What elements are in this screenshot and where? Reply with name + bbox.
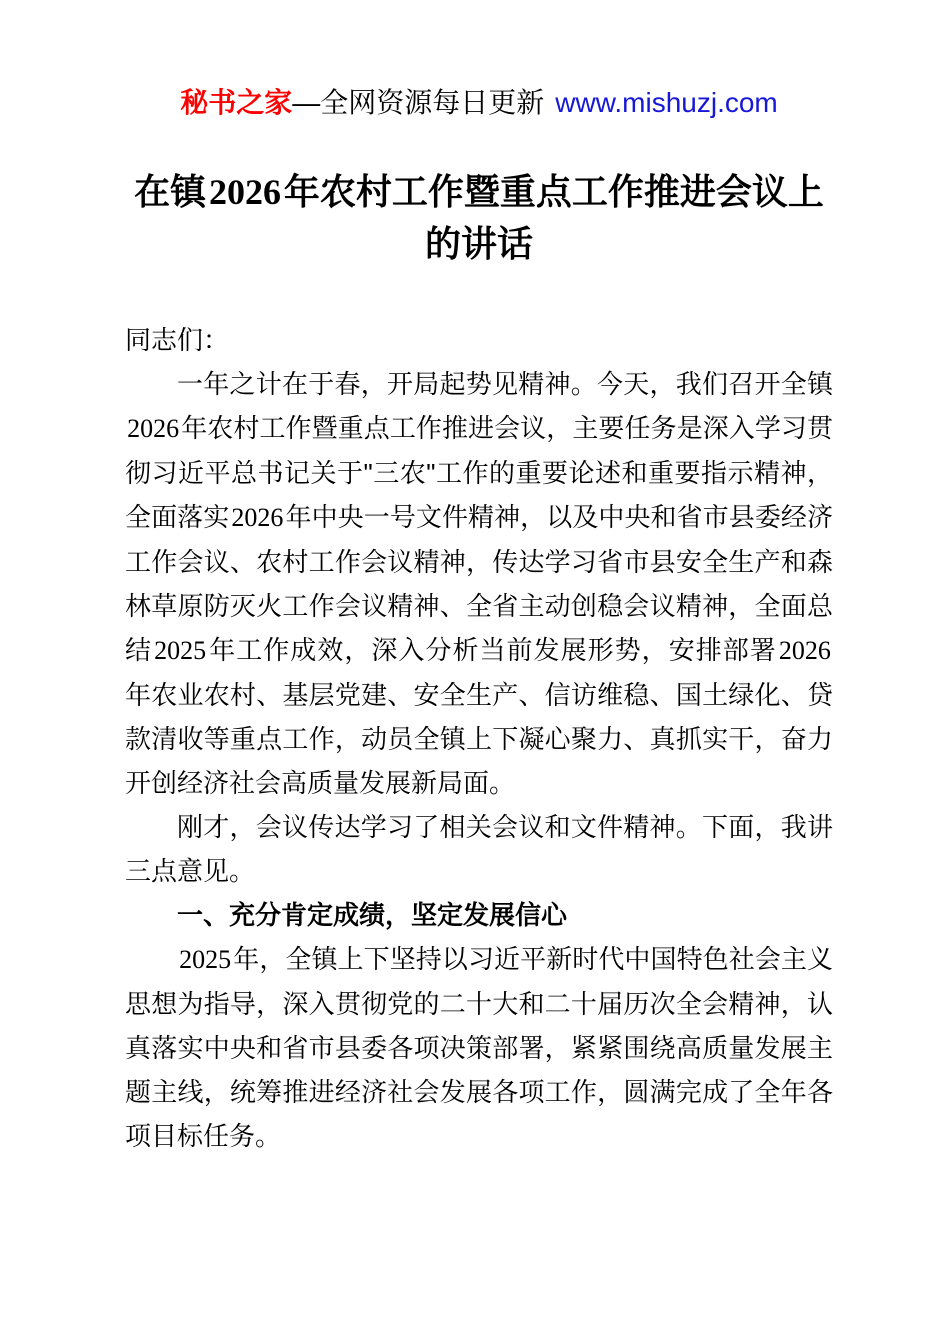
paragraph: 2025年，全镇上下坚持以习近平新时代中国特色社会主义思想为指导，深入贯彻党的二十大和二十届历次全会精神，认真落实中央和省市县委各项决策部署，紧紧围绕高质量发展主题主线，统筹推进经济社会发展各项工作，圆满完成了全年各项目标任务。 [125,944,833,1151]
numeral: 2025 [179,945,232,974]
paragraph: 一年之计在于春，开局起势见精神。今天，我们召开全镇2026年农村工作暨重点工作推进会议，主要任务是深入学习贯彻习近平总书记关于"三农"工作的重要论述和重要指示精神，全面落实2026年中央一号文件精神，以及中央和省市县委经济工作会议、农村工作会议精神，传达学习省市县安全生产和森林草原防灭火工作会议精神、全省主动创稳会议精神，全面总结2025年工作成效，深入分析当前发展形势，安排部署2026年农业农村、基层党建、安全生产、信访维稳、国土绿化、贷款清收等重点工作，动员全镇上下凝心聚力、真抓实干，奋力开创经济社会高质量发展新局面。 [125,369,833,798]
title-line: 的讲话 [424,223,533,264]
paragraph: 同志们： [125,325,230,355]
site-brand: 秘书之家 [180,87,293,118]
numeral: 2026 [127,414,180,443]
numeral: 2026 [778,636,831,665]
site-header [125,86,833,120]
section-heading: 一、充分肯定成绩，坚定发展信心 [177,900,568,930]
document-body [125,318,833,1158]
site-tagline: —全网资源每日更新 [292,87,545,118]
site-url-link[interactable]: www.mishuzj.com [555,87,778,118]
numeral: 2026 [231,503,284,532]
page-title [125,166,833,270]
title-line: 在镇2026年农村工作暨重点工作推进会议上 [134,171,824,212]
numeral: 2025 [154,636,207,665]
numeral: 2026 [209,172,281,212]
paragraph: 刚才，会议传达学习了相关会议和文件精神。下面，我讲三点意见。 [125,812,833,886]
